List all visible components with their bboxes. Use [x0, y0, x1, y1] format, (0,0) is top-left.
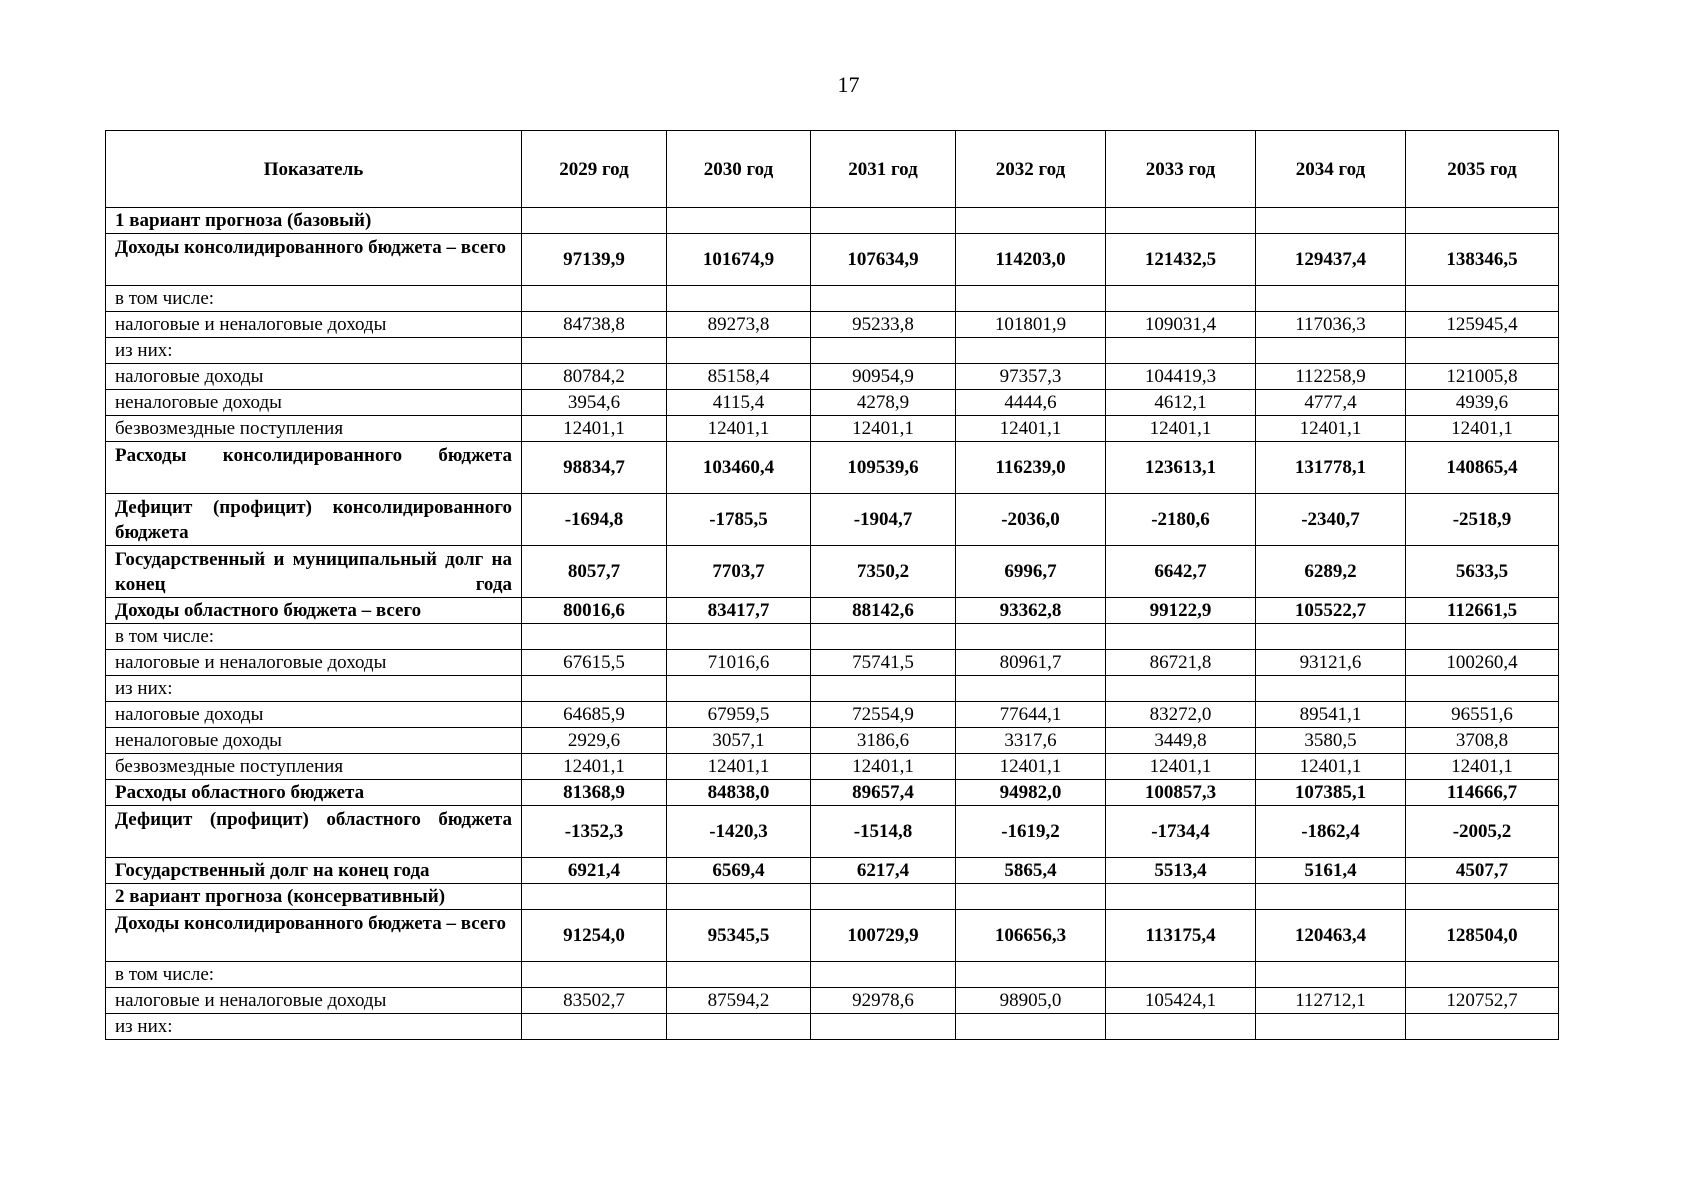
value-cell: 12401,1	[522, 754, 667, 780]
header-indicator: Показатель	[106, 131, 522, 208]
value-cell: 3580,5	[1256, 728, 1406, 754]
row-label: 1 вариант прогноза (базовый)	[106, 208, 522, 234]
table-row	[106, 442, 1559, 494]
value-cell: 83417,7	[667, 598, 811, 624]
value-cell	[956, 286, 1106, 312]
header-year: 2031 год	[811, 131, 956, 208]
table-row	[106, 312, 1559, 338]
row-label: в том числе:	[106, 624, 522, 650]
value-cell: 67959,5	[667, 702, 811, 728]
table-row	[106, 598, 1559, 624]
table-row	[106, 962, 1559, 988]
value-cell: 89657,4	[811, 780, 956, 806]
row-label: Доходы консолидированного бюджета – всего	[106, 234, 522, 286]
value-cell	[667, 338, 811, 364]
value-cell: 131778,1	[1256, 442, 1406, 494]
value-cell	[667, 624, 811, 650]
value-cell: 3449,8	[1106, 728, 1256, 754]
value-cell: 93362,8	[956, 598, 1106, 624]
row-label: безвозмездные поступления	[106, 754, 522, 780]
value-cell	[1256, 1014, 1406, 1040]
value-cell	[1256, 338, 1406, 364]
value-cell: 95345,5	[667, 910, 811, 962]
value-cell: 4444,6	[956, 390, 1106, 416]
value-cell: -1904,7	[811, 494, 956, 546]
value-cell	[522, 624, 667, 650]
value-cell: -2180,6	[1106, 494, 1256, 546]
value-cell	[1406, 208, 1559, 234]
table-row	[106, 416, 1559, 442]
header-year: 2030 год	[667, 131, 811, 208]
value-cell: 12401,1	[1106, 754, 1256, 780]
row-label: безвозмездные поступления	[106, 416, 522, 442]
value-cell	[956, 338, 1106, 364]
value-cell	[522, 208, 667, 234]
value-cell: 92978,6	[811, 988, 956, 1014]
value-cell	[1106, 676, 1256, 702]
row-label: из них:	[106, 338, 522, 364]
value-cell: 12401,1	[1256, 754, 1406, 780]
value-cell	[811, 208, 956, 234]
value-cell: 101801,9	[956, 312, 1106, 338]
row-label: Дефицит (профицит) областного бюджета	[106, 806, 522, 858]
value-cell	[956, 208, 1106, 234]
table-row	[106, 234, 1559, 286]
table-row	[106, 988, 1559, 1014]
value-cell	[667, 286, 811, 312]
table-row	[106, 806, 1559, 858]
value-cell: -1619,2	[956, 806, 1106, 858]
value-cell	[1406, 962, 1559, 988]
value-cell: 128504,0	[1406, 910, 1559, 962]
table-row	[106, 754, 1559, 780]
table-row	[106, 624, 1559, 650]
row-label: Государственный долг на конец года	[106, 858, 522, 884]
value-cell: 98905,0	[956, 988, 1106, 1014]
value-cell: 12401,1	[667, 754, 811, 780]
value-cell: 97139,9	[522, 234, 667, 286]
value-cell: 93121,6	[1256, 650, 1406, 676]
value-cell: 77644,1	[956, 702, 1106, 728]
value-cell	[1256, 962, 1406, 988]
value-cell	[1106, 884, 1256, 910]
value-cell: 3057,1	[667, 728, 811, 754]
value-cell	[1406, 624, 1559, 650]
table-row	[106, 364, 1559, 390]
value-cell: 3708,8	[1406, 728, 1559, 754]
value-cell	[1256, 624, 1406, 650]
value-cell: 83502,7	[522, 988, 667, 1014]
value-cell: 12401,1	[811, 754, 956, 780]
value-cell: 116239,0	[956, 442, 1106, 494]
row-label: 2 вариант прогноза (консервативный)	[106, 884, 522, 910]
value-cell: 104419,3	[1106, 364, 1256, 390]
value-cell	[667, 208, 811, 234]
row-label: из них:	[106, 1014, 522, 1040]
value-cell: 12401,1	[522, 416, 667, 442]
value-cell: 96551,6	[1406, 702, 1559, 728]
value-cell: 5633,5	[1406, 546, 1559, 598]
row-label: неналоговые доходы	[106, 390, 522, 416]
value-cell: 12401,1	[956, 416, 1106, 442]
value-cell: 84838,0	[667, 780, 811, 806]
value-cell	[1106, 338, 1256, 364]
value-cell: 4115,4	[667, 390, 811, 416]
value-cell	[811, 962, 956, 988]
table-row	[106, 390, 1559, 416]
value-cell	[1256, 676, 1406, 702]
value-cell: 80016,6	[522, 598, 667, 624]
value-cell: 7703,7	[667, 546, 811, 598]
value-cell	[811, 1014, 956, 1040]
value-cell: 125945,4	[1406, 312, 1559, 338]
value-cell: 81368,9	[522, 780, 667, 806]
value-cell: 94982,0	[956, 780, 1106, 806]
value-cell: 5161,4	[1256, 858, 1406, 884]
page-number: 17	[837, 72, 860, 97]
row-label: Доходы областного бюджета – всего	[106, 598, 522, 624]
value-cell: 64685,9	[522, 702, 667, 728]
row-label: налоговые и неналоговые доходы	[106, 650, 522, 676]
value-cell: 114203,0	[956, 234, 1106, 286]
header-year: 2032 год	[956, 131, 1106, 208]
value-cell: 80961,7	[956, 650, 1106, 676]
value-cell: 67615,5	[522, 650, 667, 676]
table-row	[106, 676, 1559, 702]
value-cell	[522, 884, 667, 910]
row-label: Государственный и муниципальный долг на конец года	[106, 546, 522, 598]
value-cell	[811, 676, 956, 702]
table-row	[106, 910, 1559, 962]
row-label: Расходы областного бюджета	[106, 780, 522, 806]
value-cell	[667, 884, 811, 910]
value-cell: 4507,7	[1406, 858, 1559, 884]
value-cell: 140865,4	[1406, 442, 1559, 494]
value-cell: 71016,6	[667, 650, 811, 676]
value-cell: 109539,6	[811, 442, 956, 494]
value-cell: -2340,7	[1256, 494, 1406, 546]
value-cell: 3317,6	[956, 728, 1106, 754]
value-cell: 12401,1	[956, 754, 1106, 780]
value-cell	[1406, 286, 1559, 312]
value-cell: 95233,8	[811, 312, 956, 338]
value-cell: 100857,3	[1106, 780, 1256, 806]
value-cell: 6289,2	[1256, 546, 1406, 598]
value-cell: 6569,4	[667, 858, 811, 884]
value-cell	[522, 962, 667, 988]
value-cell: 6996,7	[956, 546, 1106, 598]
value-cell	[522, 286, 667, 312]
row-label: налоговые и неналоговые доходы	[106, 988, 522, 1014]
value-cell: 80784,2	[522, 364, 667, 390]
value-cell	[956, 676, 1106, 702]
table-header-row	[106, 131, 1559, 208]
header-year: 2029 год	[522, 131, 667, 208]
value-cell	[1256, 286, 1406, 312]
value-cell: 72554,9	[811, 702, 956, 728]
table-row	[106, 858, 1559, 884]
table-row	[106, 494, 1559, 546]
value-cell	[667, 962, 811, 988]
value-cell: 91254,0	[522, 910, 667, 962]
value-cell: 101674,9	[667, 234, 811, 286]
value-cell	[1406, 338, 1559, 364]
value-cell: 99122,9	[1106, 598, 1256, 624]
table-body	[106, 208, 1559, 1040]
table-row	[106, 650, 1559, 676]
value-cell: 120463,4	[1256, 910, 1406, 962]
value-cell	[1406, 1014, 1559, 1040]
value-cell: 87594,2	[667, 988, 811, 1014]
value-cell: 75741,5	[811, 650, 956, 676]
value-cell: 3954,6	[522, 390, 667, 416]
value-cell: 121432,5	[1106, 234, 1256, 286]
value-cell: 129437,4	[1256, 234, 1406, 286]
value-cell	[1406, 884, 1559, 910]
row-label: налоговые доходы	[106, 364, 522, 390]
value-cell: 90954,9	[811, 364, 956, 390]
value-cell: 114666,7	[1406, 780, 1559, 806]
table-row	[106, 546, 1559, 598]
value-cell: -2036,0	[956, 494, 1106, 546]
value-cell: 12401,1	[811, 416, 956, 442]
row-label: Дефицит (профицит) консолидированного бюджета	[106, 494, 522, 546]
value-cell	[522, 676, 667, 702]
value-cell: -2518,9	[1406, 494, 1559, 546]
value-cell	[811, 286, 956, 312]
value-cell: 117036,3	[1256, 312, 1406, 338]
row-label: в том числе:	[106, 286, 522, 312]
row-label: в том числе:	[106, 962, 522, 988]
value-cell: 112661,5	[1406, 598, 1559, 624]
value-cell	[811, 884, 956, 910]
value-cell: 112712,1	[1256, 988, 1406, 1014]
value-cell: 89273,8	[667, 312, 811, 338]
value-cell: 83272,0	[1106, 702, 1256, 728]
value-cell	[1106, 1014, 1256, 1040]
value-cell: 121005,8	[1406, 364, 1559, 390]
value-cell: 98834,7	[522, 442, 667, 494]
value-cell	[1256, 884, 1406, 910]
value-cell	[667, 1014, 811, 1040]
value-cell: -1785,5	[667, 494, 811, 546]
value-cell	[522, 1014, 667, 1040]
row-label: налоговые и неналоговые доходы	[106, 312, 522, 338]
value-cell: 106656,3	[956, 910, 1106, 962]
value-cell: 109031,4	[1106, 312, 1256, 338]
value-cell	[956, 962, 1106, 988]
value-cell: 88142,6	[811, 598, 956, 624]
value-cell: 107385,1	[1256, 780, 1406, 806]
row-label: Расходы консолидированного бюджета	[106, 442, 522, 494]
value-cell: 12401,1	[1106, 416, 1256, 442]
value-cell: -1514,8	[811, 806, 956, 858]
value-cell: 105424,1	[1106, 988, 1256, 1014]
value-cell: 89541,1	[1256, 702, 1406, 728]
value-cell: 4278,9	[811, 390, 956, 416]
value-cell: 100729,9	[811, 910, 956, 962]
value-cell: 5513,4	[1106, 858, 1256, 884]
value-cell: 123613,1	[1106, 442, 1256, 494]
value-cell: 5865,4	[956, 858, 1106, 884]
value-cell: 86721,8	[1106, 650, 1256, 676]
value-cell: -1734,4	[1106, 806, 1256, 858]
value-cell	[1106, 208, 1256, 234]
row-label: неналоговые доходы	[106, 728, 522, 754]
row-label: из них:	[106, 676, 522, 702]
value-cell: -1694,8	[522, 494, 667, 546]
value-cell	[956, 884, 1106, 910]
value-cell: 85158,4	[667, 364, 811, 390]
value-cell: 12401,1	[1406, 754, 1559, 780]
value-cell	[1106, 624, 1256, 650]
value-cell: 7350,2	[811, 546, 956, 598]
header-year: 2035 год	[1406, 131, 1559, 208]
value-cell: 6921,4	[522, 858, 667, 884]
value-cell: 84738,8	[522, 312, 667, 338]
value-cell: 2929,6	[522, 728, 667, 754]
value-cell: 138346,5	[1406, 234, 1559, 286]
value-cell: 97357,3	[956, 364, 1106, 390]
row-label: Доходы консолидированного бюджета – всего	[106, 910, 522, 962]
value-cell: 12401,1	[1256, 416, 1406, 442]
value-cell: -2005,2	[1406, 806, 1559, 858]
value-cell: 6642,7	[1106, 546, 1256, 598]
value-cell	[811, 338, 956, 364]
value-cell	[1256, 208, 1406, 234]
value-cell: 103460,4	[667, 442, 811, 494]
section-header-row	[106, 884, 1559, 910]
value-cell: 107634,9	[811, 234, 956, 286]
header-year: 2033 год	[1106, 131, 1256, 208]
table-row	[106, 1014, 1559, 1040]
table-row	[106, 338, 1559, 364]
value-cell: -1352,3	[522, 806, 667, 858]
value-cell	[522, 338, 667, 364]
value-cell: 112258,9	[1256, 364, 1406, 390]
value-cell	[956, 624, 1106, 650]
value-cell: 12401,1	[667, 416, 811, 442]
value-cell: 100260,4	[1406, 650, 1559, 676]
value-cell: 3186,6	[811, 728, 956, 754]
header-year: 2034 год	[1256, 131, 1406, 208]
value-cell	[1106, 286, 1256, 312]
value-cell: -1420,3	[667, 806, 811, 858]
value-cell: 105522,7	[1256, 598, 1406, 624]
table-row	[106, 286, 1559, 312]
value-cell: 4777,4	[1256, 390, 1406, 416]
value-cell	[1406, 676, 1559, 702]
table-row	[106, 702, 1559, 728]
value-cell: 120752,7	[1406, 988, 1559, 1014]
row-label: налоговые доходы	[106, 702, 522, 728]
section-header-row	[106, 208, 1559, 234]
value-cell: 6217,4	[811, 858, 956, 884]
value-cell	[1106, 962, 1256, 988]
value-cell: 8057,7	[522, 546, 667, 598]
value-cell: 4612,1	[1106, 390, 1256, 416]
value-cell	[811, 624, 956, 650]
value-cell: 12401,1	[1406, 416, 1559, 442]
value-cell: 113175,4	[1106, 910, 1256, 962]
table-row	[106, 780, 1559, 806]
value-cell	[667, 676, 811, 702]
budget-forecast-table	[105, 130, 1559, 1040]
value-cell: -1862,4	[1256, 806, 1406, 858]
table-row	[106, 728, 1559, 754]
value-cell: 4939,6	[1406, 390, 1559, 416]
value-cell	[956, 1014, 1106, 1040]
